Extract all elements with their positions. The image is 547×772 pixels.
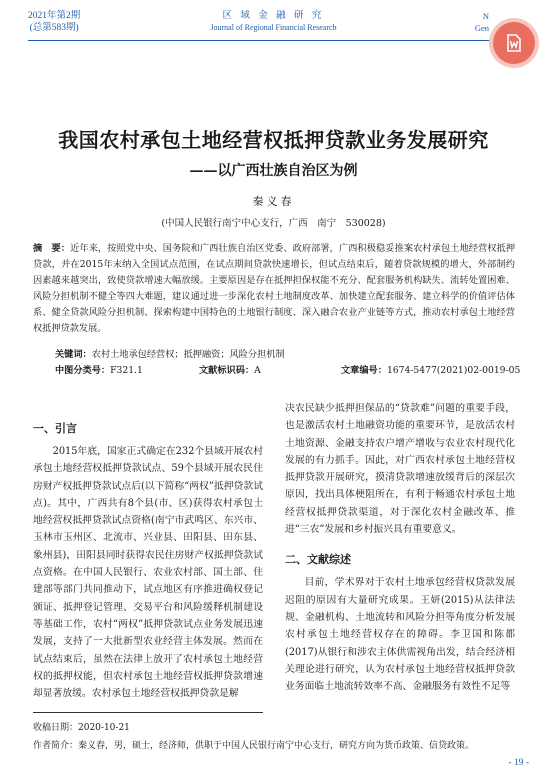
header-rule xyxy=(28,40,519,41)
header-right-bottom: Gen xyxy=(474,23,489,33)
author-name: 秦义春 xyxy=(252,195,295,208)
intro-paragraph: 2015年底，国家正式确定在232个县域开展农村承包土地经营权抵押贷款试点、59个县域开展农民住房财产权抵押贷款试点后(以下简称“两权”抵押贷款试点)。其中，广西共有8个县(市、区)获得农村承包土地经营权抵押贷款试点资格(南宁市武鸣区、东兴市、玉林市玉州区、北流市、兴业县、田阳县、田东县、象州县)，田阳县同时获得农民住房财产权抵押贷款试点资格。在中国人民银行、农业农村部、国土部、住建部等部门共同推动下，试点地区有序推进确权登记颁证、抵押登记管理、交易平台和风险缓释机制建设等基础工作，农村“两权”抵押贷款试点业务发展迅速发展，支持了一大批新型农业经营主体发展。然而在试点结束后，虽然在法律上放开了农村承包土地经营权的抵押权能，但农村承包土地经营权抵押贷款增速却显著放缓。农村承包土地经营权抵押贷款是解 xyxy=(33,446,263,700)
app-badge-button[interactable] xyxy=(493,22,535,64)
keywords-text: 农村土地承包经营权；抵押融资；风险分担机制 xyxy=(91,349,285,360)
author-bio: 作者简介：秦义春，男，硕士，经济师，供职于中国人民银行南宁中心支行，研究方向为货币政策、信贷政策。 xyxy=(33,741,475,751)
section-heading-intro: 一、引言 xyxy=(33,422,77,435)
clc-number: 中图分类号：F321.1 xyxy=(55,365,143,376)
section-heading-review: 二、文献综述 xyxy=(285,553,351,567)
footnote-rule xyxy=(33,712,263,713)
journal-name-en: Journal of Regional Financial Research xyxy=(210,23,337,32)
abstract xyxy=(33,241,515,337)
journal-name-cn: 区 域 金 融 研 究 xyxy=(222,11,325,21)
issue-total: (总第583期) xyxy=(29,23,79,33)
keywords-label: 关键词： xyxy=(55,349,92,360)
page-number: - 19 - xyxy=(508,758,529,768)
document-w-icon xyxy=(504,33,524,53)
received-date: 收稿日期：2020-10-21 xyxy=(33,723,130,733)
left-column xyxy=(33,415,263,702)
journal-masthead xyxy=(0,10,547,34)
document-code: 文献标识码：A xyxy=(199,365,261,376)
article-title: 我国农村承包土地经营权抵押贷款业务发展研究 xyxy=(58,128,489,152)
abstract-text: 近年来，按照党中央、国务院和广西壮族自治区党委、政府部署，广西积极稳妥推案农村承包土地经营权抵押贷款，并在2015年末纳入全国试点范围，在试点期间贷款快速增长，但试点结束后，随着贷款规模的增大，外部制约因素越来越突出，致使贷款增速大幅放缓。主要原因是存在抵押担保权能不充分、配套服务机构缺失、流转处置困难、风险分担机制不健全等四大难题，建议通过进一步深化农村土地制度改革、加快建立配套服务、建立科学的价值评估体系、健全贷款风险分担机制、探索构建中国特色的土地银行制度、深入融合农业产业链等方式，推动农村承包土地经营权抵押贷款发展。 xyxy=(33,243,516,334)
keywords xyxy=(55,346,285,360)
header-right-fragment xyxy=(475,10,489,34)
abstract-label: 摘 要： xyxy=(33,243,71,254)
review-paragraph: 目前，学术界对于农村土地承包经营权贷款发展迟阻的原因有大量研究成果。王妍(2015)从法律法规、金融机构、土地流转和风险分担等角度分析发展农村承包土地经营权存在的障碍。李卫国和陈都(2017)从银行和涉农主体供需视角出发，结合经济相关理论进行研究，认为农村承包土地经营权抵押贷款业务面临土地流转效率不高、金融服务有效性不足等 xyxy=(285,577,515,693)
article-number: 文章编号：1674-5477(2021)02-0019-05 xyxy=(341,365,521,376)
intro-paragraph-continued: 决农民缺少抵押担保品的“贷款难”问题的重要手段，也是激活农村土地融资功能的重要环节，是放活农村土地资源、金融支持农户增产增收与农业农村现代化发展的有力抓手。因此，对广西农村承包土地经营权抵押贷款开展研究，摸清贷款增速放缓背后的深层次原因，找出具体梗阻所在，有利于畅通农村承包土地经营权抵押贷款渠道，对于深化农村金融改革、推进“三农”发展和乡村振兴具有重要意义。 xyxy=(285,403,515,536)
issue-number: 2021年第2期 xyxy=(28,11,81,21)
author-affiliation: (中国人民银行南宁中心支行，广西 南宁 530028) xyxy=(161,218,386,229)
article-subtitle: ——以广西壮族自治区为例 xyxy=(189,163,358,179)
right-column xyxy=(285,400,515,695)
header-right-top: N xyxy=(482,11,489,21)
